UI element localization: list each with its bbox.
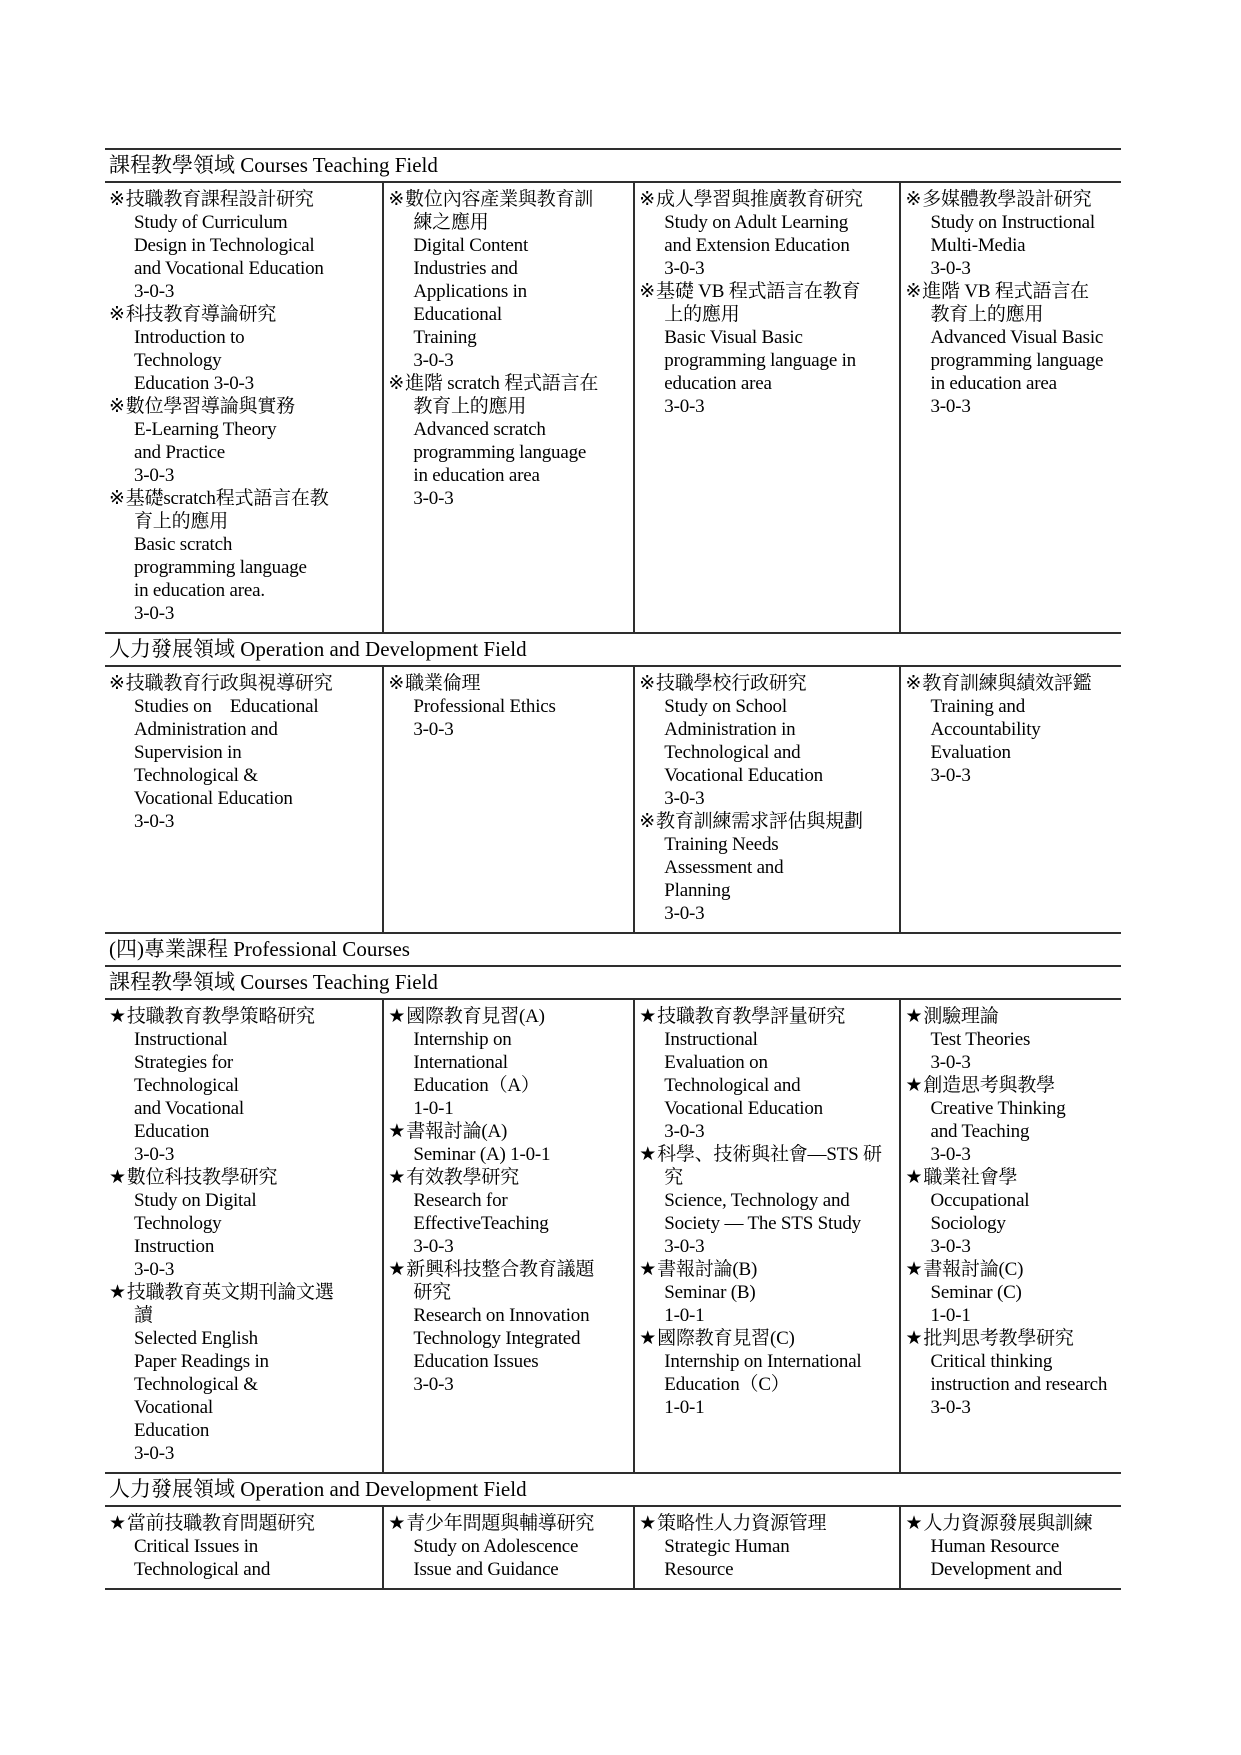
course-entry xyxy=(109,1281,377,1465)
course-line: Research on Innovation xyxy=(413,1305,590,1326)
course-entry xyxy=(109,1005,377,1166)
course-line: 讀 xyxy=(134,1305,153,1326)
course-line: 3-0-3 xyxy=(930,765,971,786)
course-line: education area xyxy=(664,373,772,394)
course-marker: ★ xyxy=(109,1006,126,1027)
course-line: 3-0-3 xyxy=(413,488,454,509)
course-line: 教育上的應用 xyxy=(413,396,527,417)
course-line: Study of Curriculum xyxy=(134,212,288,233)
course-column xyxy=(105,667,382,932)
course-entry xyxy=(905,1074,1115,1166)
course-line: Accountability xyxy=(930,719,1041,740)
course-column xyxy=(899,667,1120,932)
course-marker: ★ xyxy=(905,1075,923,1096)
course-line: Education 3-0-3 xyxy=(134,373,254,394)
course-line: Advanced Visual Basic xyxy=(930,327,1104,348)
course-line: Education Issues xyxy=(413,1351,539,1372)
course-line: ★策略性人力資源管理 xyxy=(639,1513,827,1534)
course-entry xyxy=(639,1143,894,1258)
course-line: Evaluation on xyxy=(664,1052,768,1073)
course-line: Administration and xyxy=(134,719,278,740)
course-line: Study on Adolescence xyxy=(413,1536,579,1557)
course-line: Advanced scratch xyxy=(413,419,546,440)
course-line: Basic scratch xyxy=(134,534,233,555)
course-line: ★科學、技術與社會—STS 研究 xyxy=(639,1144,882,1188)
course-entry xyxy=(905,188,1115,280)
course-line: ★職業社會學 xyxy=(905,1167,1018,1188)
course-line: Technological & xyxy=(134,1374,258,1395)
course-marker: ★ xyxy=(109,1513,126,1534)
course-line: Training xyxy=(413,327,477,348)
field-header-courses-teaching-2: 課程教學領域 Courses Teaching Field xyxy=(105,965,1121,998)
course-line: 3-0-3 xyxy=(664,258,705,279)
course-marker: ※ xyxy=(639,811,656,832)
course-line: Technology Integrated xyxy=(413,1328,581,1349)
course-marker: ★ xyxy=(639,1513,657,1534)
field-header-operation-development-2: 人力發展領域 Operation and Development Field xyxy=(105,1472,1121,1505)
course-grid-professional-teaching xyxy=(105,998,1121,1472)
course-line: ※教育訓練需求評估與規劃 xyxy=(639,811,863,832)
course-line: Education（C） xyxy=(664,1374,790,1395)
course-line: ※成人學習與推廣教育研究 xyxy=(639,189,863,210)
course-marker: ※ xyxy=(905,673,922,694)
course-line: 上的應用 xyxy=(664,304,740,325)
course-line: Strategies for xyxy=(134,1052,234,1073)
course-marker: ★ xyxy=(905,1513,923,1534)
course-column xyxy=(382,183,633,632)
course-entry xyxy=(109,1512,377,1581)
course-column xyxy=(382,1507,633,1588)
course-line: 3-0-3 xyxy=(134,1144,175,1165)
course-line: Selected English xyxy=(134,1328,258,1349)
course-entry xyxy=(109,395,377,487)
course-line: Instruction xyxy=(134,1236,215,1257)
course-line: Science, Technology and xyxy=(664,1190,850,1211)
course-line: Instructional xyxy=(134,1029,228,1050)
course-line: Technological & xyxy=(134,765,258,786)
course-marker: ※ xyxy=(109,488,125,509)
course-entry xyxy=(639,1512,894,1581)
course-entry xyxy=(109,1166,377,1281)
course-line: ★有效教學研究 xyxy=(388,1167,520,1188)
course-marker: ★ xyxy=(109,1167,126,1188)
course-line: 3-0-3 xyxy=(930,1397,971,1418)
course-line: 3-0-3 xyxy=(134,811,175,832)
course-line: Study on Digital xyxy=(134,1190,257,1211)
course-line: ※技職學校行政研究 xyxy=(639,673,807,694)
course-marker: ※ xyxy=(388,373,405,394)
course-line: 3-0-3 xyxy=(134,603,175,624)
course-marker: ※ xyxy=(388,673,405,694)
course-entry xyxy=(639,1005,894,1143)
course-line: ★當前技職教育問題研究 xyxy=(109,1513,315,1534)
course-line: Technological xyxy=(134,1075,239,1096)
course-line: 3-0-3 xyxy=(664,396,705,417)
course-line: ★數位科技教學研究 xyxy=(109,1167,278,1188)
course-entry xyxy=(905,280,1115,418)
course-line: 練之應用 xyxy=(413,212,489,233)
course-entry xyxy=(905,1258,1115,1327)
course-column xyxy=(105,1507,382,1588)
course-line: in education area. xyxy=(134,580,265,601)
course-line: Studies on Educational xyxy=(134,696,319,717)
course-line: ★書報討論(B) xyxy=(639,1259,758,1280)
course-entry xyxy=(388,1120,628,1166)
course-entry xyxy=(639,188,894,280)
course-line: Vocational Education xyxy=(664,765,823,786)
course-line: Supervision in xyxy=(134,742,242,763)
course-entry xyxy=(388,672,628,741)
course-marker: ※ xyxy=(905,189,922,210)
course-line: 3-0-3 xyxy=(664,788,705,809)
course-marker: ★ xyxy=(388,1513,406,1534)
course-line: ※數位內容產業與教育訓 xyxy=(388,189,594,210)
course-line: Seminar (B) xyxy=(664,1282,756,1303)
course-column xyxy=(899,1507,1120,1588)
course-entry xyxy=(109,188,377,303)
course-line: International xyxy=(413,1052,508,1073)
course-line: Study on Instructional xyxy=(930,212,1095,233)
course-column xyxy=(899,1000,1120,1472)
course-line: Vocational Education xyxy=(664,1098,823,1119)
course-line: ★人力資源發展與訓練 xyxy=(905,1513,1093,1534)
course-line: Human Resource xyxy=(930,1536,1060,1557)
course-line: 3-0-3 xyxy=(930,1052,971,1073)
course-line: programming language in xyxy=(664,350,856,371)
course-marker: ※ xyxy=(109,396,125,417)
course-line: ※多媒體教學設計研究 xyxy=(905,189,1092,210)
course-column xyxy=(899,183,1120,632)
course-line: ★青少年問題與輔導研究 xyxy=(388,1513,595,1534)
course-line: 3-0-3 xyxy=(413,350,454,371)
course-line: Occupational xyxy=(930,1190,1030,1211)
course-column xyxy=(105,1000,382,1472)
course-column xyxy=(382,667,633,932)
course-line: 3-0-3 xyxy=(134,465,175,486)
course-line: Training Needs xyxy=(664,834,779,855)
course-line: 3-0-3 xyxy=(413,1236,454,1257)
course-line: Training and xyxy=(930,696,1026,717)
course-line: Technology xyxy=(134,1213,222,1234)
course-marker: ★ xyxy=(639,1006,657,1027)
course-line: Multi-Media xyxy=(930,235,1026,256)
course-marker: ※ xyxy=(639,673,656,694)
course-line: Professional Ethics xyxy=(413,696,556,717)
course-line: Technological and xyxy=(134,1559,271,1580)
course-line: ※科技教育導論研究 xyxy=(109,304,277,325)
course-grid-core-development xyxy=(105,665,1121,932)
course-line: 3-0-3 xyxy=(413,1374,454,1395)
course-line: Seminar (C) xyxy=(930,1282,1022,1303)
course-marker: ★ xyxy=(905,1006,923,1027)
course-line: Education xyxy=(134,1420,210,1441)
course-line: and Extension Education xyxy=(664,235,850,256)
course-line: E-Learning Theory xyxy=(134,419,277,440)
course-marker: ★ xyxy=(388,1167,406,1188)
course-line: Society — The STS Study xyxy=(664,1213,861,1234)
course-marker: ※ xyxy=(639,189,656,210)
course-line: Paper Readings in xyxy=(134,1351,269,1372)
course-line: ★技職教育教學策略研究 xyxy=(109,1006,315,1027)
course-marker: ※ xyxy=(109,304,125,325)
course-line: and Vocational xyxy=(134,1098,244,1119)
course-line: Technological and xyxy=(664,742,801,763)
course-line: Technological and xyxy=(664,1075,801,1096)
course-marker: ★ xyxy=(639,1144,657,1165)
course-line: Research for xyxy=(413,1190,508,1211)
course-line: Education xyxy=(134,1121,210,1142)
field-header-courses-teaching-1: 課程教學領域 Courses Teaching Field xyxy=(105,148,1121,181)
course-table-document xyxy=(105,148,1121,1590)
course-line: 3-0-3 xyxy=(134,1259,175,1280)
course-line: ※技職教育行政與視導研究 xyxy=(109,673,333,694)
course-line: ★創造思考與教學 xyxy=(905,1075,1055,1096)
course-line: ※職業倫理 xyxy=(388,673,481,694)
course-line: Technology xyxy=(134,350,222,371)
course-line: instruction and research xyxy=(930,1374,1108,1395)
course-entry xyxy=(905,672,1115,787)
course-line: 3-0-3 xyxy=(664,1121,705,1142)
course-line: Study on Adult Learning xyxy=(664,212,849,233)
course-line: ★技職教育教學評量研究 xyxy=(639,1006,846,1027)
course-line: 3-0-3 xyxy=(930,258,971,279)
course-line: ★書報討論(A) xyxy=(388,1121,508,1142)
course-marker: ★ xyxy=(905,1328,923,1349)
course-marker: ★ xyxy=(109,1282,126,1303)
course-entry xyxy=(639,810,894,925)
course-line: Vocational Education xyxy=(134,788,293,809)
course-line: ★國際教育見習(A) xyxy=(388,1006,545,1027)
course-marker: ★ xyxy=(905,1259,923,1280)
course-entry xyxy=(388,1258,628,1396)
course-column xyxy=(105,183,382,632)
course-column xyxy=(382,1000,633,1472)
course-entry xyxy=(639,1258,894,1327)
course-line: and Teaching xyxy=(930,1121,1030,1142)
course-line: ※教育訓練與績效評鑑 xyxy=(905,673,1092,694)
course-line: ★批判思考教學研究 xyxy=(905,1328,1074,1349)
course-line: ★國際教育見習(C) xyxy=(639,1328,795,1349)
course-line: 1-0-1 xyxy=(413,1098,454,1119)
course-entry xyxy=(388,1005,628,1120)
course-line: Sociology xyxy=(930,1213,1006,1234)
course-entry xyxy=(388,188,628,372)
course-line: Resource xyxy=(664,1559,734,1580)
course-line: Design in Technological xyxy=(134,235,315,256)
course-line: Introduction to xyxy=(134,327,245,348)
course-line: Seminar (A) 1-0-1 xyxy=(413,1144,551,1165)
course-entry xyxy=(905,1005,1115,1074)
course-entry xyxy=(388,1166,628,1258)
course-marker: ★ xyxy=(639,1328,657,1349)
course-line: 3-0-3 xyxy=(930,396,971,417)
course-marker: ★ xyxy=(639,1259,657,1280)
course-entry xyxy=(388,372,628,510)
course-column xyxy=(633,1000,899,1472)
course-marker: ※ xyxy=(388,189,405,210)
course-line: Test Theories xyxy=(930,1029,1031,1050)
course-entry xyxy=(109,487,377,625)
course-line: Creative Thinking xyxy=(930,1098,1066,1119)
course-marker: ★ xyxy=(388,1259,406,1280)
course-line: ※技職教育課程設計研究 xyxy=(109,189,314,210)
course-entry xyxy=(109,672,377,833)
course-line: in education area xyxy=(413,465,540,486)
course-line: Basic Visual Basic xyxy=(664,327,803,348)
course-line: ★書報討論(C) xyxy=(905,1259,1024,1280)
course-line: Study on School xyxy=(664,696,787,717)
course-line: 研究 xyxy=(413,1282,451,1303)
course-entry xyxy=(388,1512,628,1581)
course-line: Critical thinking xyxy=(930,1351,1053,1372)
course-marker: ★ xyxy=(388,1121,406,1142)
course-line: Instructional xyxy=(664,1029,758,1050)
course-entry xyxy=(639,1327,894,1419)
course-marker: ※ xyxy=(905,281,922,302)
section-header-professional-courses: (四)專業課程 Professional Courses xyxy=(105,932,1121,965)
course-line: and Vocational Education xyxy=(134,258,324,279)
course-line: Issue and Guidance xyxy=(413,1559,559,1580)
course-line: 3-0-3 xyxy=(930,1144,971,1165)
course-line: Educational xyxy=(413,304,502,325)
course-grid-professional-development xyxy=(105,1505,1121,1590)
course-line: ★技職教育英文期刊論文選 xyxy=(109,1282,334,1303)
course-entry xyxy=(639,672,894,810)
course-line: Industries and xyxy=(413,258,518,279)
course-line: Digital Content xyxy=(413,235,529,256)
course-line: ★測驗理論 xyxy=(905,1006,999,1027)
course-column xyxy=(633,1507,899,1588)
course-line: 教育上的應用 xyxy=(930,304,1044,325)
course-line: Planning xyxy=(664,880,731,901)
course-marker: ※ xyxy=(109,673,125,694)
course-line: programming language xyxy=(413,442,587,463)
course-line: 3-0-3 xyxy=(134,281,175,302)
course-line: Internship on International xyxy=(664,1351,862,1372)
course-line: programming language xyxy=(134,557,307,578)
course-line: Critical Issues in xyxy=(134,1536,259,1557)
course-line: Strategic Human xyxy=(664,1536,790,1557)
course-line: Administration in xyxy=(664,719,796,740)
course-entry xyxy=(639,280,894,418)
course-line: ※進階 VB 程式語言在 xyxy=(905,281,1089,302)
course-line: ※進階 scratch 程式語言在 xyxy=(388,373,599,394)
course-grid-core-teaching xyxy=(105,181,1121,632)
course-column xyxy=(633,667,899,932)
course-entry xyxy=(905,1512,1115,1581)
course-line: Evaluation xyxy=(930,742,1011,763)
course-line: Development and xyxy=(930,1559,1063,1580)
course-line: EffectiveTeaching xyxy=(413,1213,549,1234)
course-line: 1-0-1 xyxy=(664,1305,705,1326)
course-line: 3-0-3 xyxy=(134,1443,175,1464)
course-line: ※數位學習導論與實務 xyxy=(109,396,295,417)
course-column xyxy=(633,183,899,632)
course-line: 3-0-3 xyxy=(664,903,705,924)
course-marker: ※ xyxy=(639,281,656,302)
course-line: ★新興科技整合教育議題 xyxy=(388,1259,595,1280)
course-line: 1-0-1 xyxy=(930,1305,971,1326)
course-line: Applications in xyxy=(413,281,527,302)
course-line: 1-0-1 xyxy=(664,1397,705,1418)
course-line: Assessment and xyxy=(664,857,784,878)
course-line: 3-0-3 xyxy=(930,1236,971,1257)
course-line: 育上的應用 xyxy=(134,511,229,532)
field-header-operation-development-1: 人力發展領域 Operation and Development Field xyxy=(105,632,1121,665)
course-line: ※基礎 VB 程式語言在教育 xyxy=(639,281,861,302)
course-line: Internship on xyxy=(413,1029,512,1050)
course-line: programming language xyxy=(930,350,1104,371)
course-line: Vocational xyxy=(134,1397,213,1418)
course-line: in education area xyxy=(930,373,1057,394)
course-entry xyxy=(109,303,377,395)
course-entry xyxy=(905,1327,1115,1419)
course-line: 3-0-3 xyxy=(413,719,454,740)
course-marker: ★ xyxy=(388,1006,406,1027)
course-line: ※基礎scratch程式語言在教 xyxy=(109,488,329,509)
course-marker: ★ xyxy=(905,1167,923,1188)
course-line: 3-0-3 xyxy=(664,1236,705,1257)
course-entry xyxy=(905,1166,1115,1258)
course-marker: ※ xyxy=(109,189,125,210)
course-line: and Practice xyxy=(134,442,225,463)
course-line: Education（A） xyxy=(413,1075,540,1096)
